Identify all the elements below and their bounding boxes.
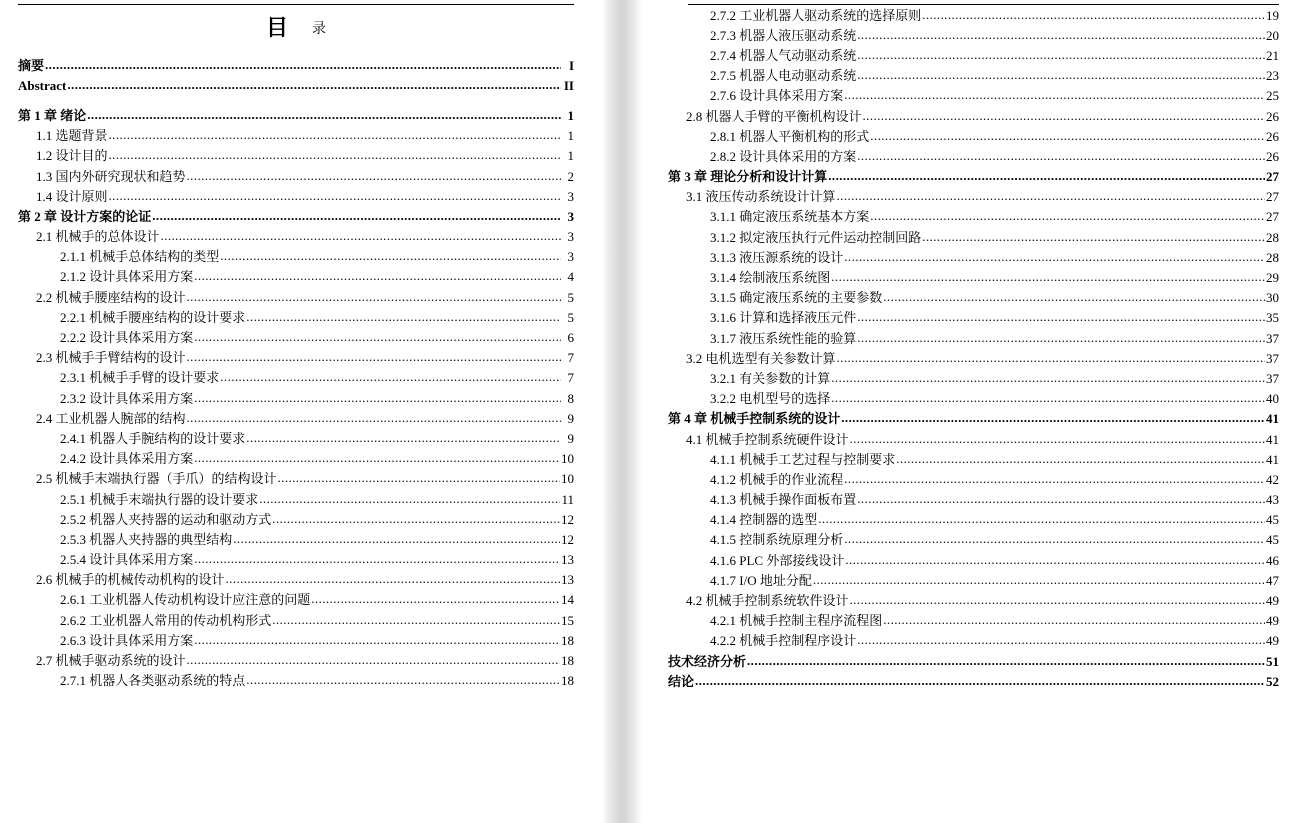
toc-leader-dots	[246, 673, 560, 686]
toc-leader-dots	[896, 452, 1265, 465]
toc-entry-label: 2.4.2 设计具体采用方案	[60, 451, 194, 467]
toc-leader-dots	[883, 290, 1265, 303]
toc-entry-page-number: 37	[1266, 370, 1279, 386]
toc-leader-dots	[857, 28, 1265, 41]
toc-entry[interactable]	[668, 45, 1279, 65]
toc-entry[interactable]	[668, 187, 1279, 207]
toc-leader-dots	[109, 189, 561, 202]
toc-leader-dots	[311, 592, 560, 605]
toc-leader-dots	[220, 249, 561, 262]
toc-entry-label: 2.1.1 机械手总体结构的类型	[60, 249, 220, 265]
toc-entry-label: 1.2 设计目的	[36, 148, 108, 164]
toc-leader-dots	[844, 472, 1265, 485]
page-title	[18, 17, 574, 39]
toc-leader-dots	[922, 8, 1265, 21]
toc-leader-dots	[828, 169, 1265, 182]
toc-entry[interactable]	[668, 490, 1279, 510]
toc-entry-page-number: 1	[567, 128, 574, 144]
toc-entry-page-number: 10	[561, 471, 574, 487]
toc-entry[interactable]	[668, 106, 1279, 126]
toc-entry-label: 2.7.1 机器人各类驱动系统的特点	[60, 673, 246, 689]
toc-entry-label: Abstract	[18, 77, 67, 93]
toc-entry-page-number: 1	[567, 107, 574, 123]
toc-entry[interactable]	[18, 610, 574, 630]
toc-entry-page-number: 9	[567, 410, 574, 426]
toc-leader-dots	[831, 391, 1265, 404]
toc-entry-label: 第 3 章 理论分析和设计计算	[668, 169, 828, 185]
toc-entry-label: 2.8.1 机器人平衡机构的形式	[710, 128, 870, 144]
toc-leader-dots	[194, 391, 561, 404]
toc-leader-dots	[246, 310, 561, 323]
toc-entry[interactable]	[18, 509, 574, 529]
toc-entry-label: 2.5.4 设计具体采用方案	[60, 552, 194, 568]
toc-title-main: 目	[265, 15, 290, 40]
toc-entry-page-number: 18	[561, 653, 574, 669]
toc-leader-dots	[813, 573, 1265, 586]
toc-entry-label: 2.6.2 工业机器人常用的传动机构形式	[60, 612, 272, 628]
toc-entry-page-number: 49	[1266, 633, 1279, 649]
toc-entry[interactable]	[668, 590, 1279, 610]
toc-entry[interactable]	[18, 428, 574, 448]
toc-entry-page-number: 41	[1266, 431, 1279, 447]
toc-leader-dots	[870, 129, 1265, 142]
toc-entry-page-number: 46	[1266, 552, 1279, 568]
toc-leader-dots	[272, 613, 560, 626]
toc-entry-label: 2.3.2 设计具体采用方案	[60, 390, 194, 406]
toc-entry[interactable]	[18, 186, 574, 206]
toc-entry-page-number: 6	[567, 330, 574, 346]
toc-leader-dots	[259, 492, 560, 505]
toc-leader-dots	[857, 331, 1265, 344]
toc-entry-page-number: 7	[567, 370, 574, 386]
toc-entry[interactable]	[668, 5, 1279, 25]
toc-entry-label: 1.3 国内外研究现状和趋势	[36, 168, 186, 184]
toc-leader-dots	[187, 290, 561, 303]
toc-entry-label: 4.1.1 机械手工艺过程与控制要求	[710, 451, 896, 467]
toc-entry[interactable]	[18, 327, 574, 347]
front-matter-list	[18, 55, 574, 95]
toc-entry-page-number: 21	[1266, 47, 1279, 63]
toc-entry-page-number: 11	[561, 491, 574, 507]
toc-leader-dots	[883, 613, 1265, 626]
toc-leader-dots	[67, 78, 561, 91]
toc-entry-page-number: 3	[567, 208, 574, 224]
toc-leader-dots	[850, 593, 1265, 606]
toc-entry[interactable]	[668, 207, 1279, 227]
toc-entry-label: 2.7.6 设计具体采用方案	[710, 88, 844, 104]
toc-leader-dots	[187, 350, 561, 363]
toc-entry-label: 2.7.2 工业机器人驱动系统的选择原则	[710, 7, 922, 23]
toc-entry[interactable]	[18, 307, 574, 327]
toc-entry[interactable]	[668, 247, 1279, 267]
toc-entry-label: 第 4 章 机械手控制系统的设计	[668, 411, 841, 427]
toc-entry-label: 2.1 机械手的总体设计	[36, 229, 160, 245]
toc-entry-label: 第 1 章 绪论	[18, 107, 87, 123]
toc-entry-page-number: 19	[1266, 7, 1279, 23]
toc-entry-label: 2.6.3 设计具体采用方案	[60, 632, 194, 648]
toc-entry-page-number: 45	[1266, 532, 1279, 548]
toc-leader-dots	[109, 148, 561, 161]
toc-leader-dots	[857, 633, 1265, 646]
toc-entry[interactable]	[668, 288, 1279, 308]
toc-leader-dots	[226, 572, 560, 585]
toc-entry[interactable]	[18, 267, 574, 287]
toc-entry-page-number: 26	[1266, 148, 1279, 164]
toc-entry[interactable]	[18, 146, 574, 166]
toc-leader-dots	[831, 371, 1265, 384]
toc-entry[interactable]	[18, 590, 574, 610]
toc-entry-page-number: 4	[567, 269, 574, 285]
toc-entry[interactable]	[668, 469, 1279, 489]
toc-entry-label: 2.6.1 工业机器人传动机构设计应注意的问题	[60, 592, 311, 608]
toc-entry-label: 3.2.2 电机型号的选择	[710, 391, 831, 407]
toc-leader-dots	[857, 48, 1265, 61]
toc-entry-page-number: 49	[1266, 593, 1279, 609]
toc-entry-label: 2.7.5 机器人电动驱动系统	[710, 68, 857, 84]
toc-entry[interactable]	[18, 105, 574, 125]
toc-leader-dots	[109, 128, 561, 141]
toc-entry-label: 3.1.3 液压源系统的设计	[710, 249, 844, 265]
toc-entry[interactable]	[18, 227, 574, 247]
toc-leader-dots	[233, 532, 560, 545]
toc-entry-label: 4.2.2 机械手控制程序设计	[710, 633, 857, 649]
toc-entry-label: 3.1.1 确定液压系统基本方案	[710, 209, 870, 225]
toc-entry[interactable]	[668, 510, 1279, 530]
toc-entry-page-number: 14	[561, 592, 574, 608]
toc-entry-page-number: 28	[1266, 229, 1279, 245]
toc-entry[interactable]	[668, 126, 1279, 146]
toc-entry-page-number: 13	[561, 552, 574, 568]
toc-entry-label: 技术经济分析	[668, 653, 747, 669]
toc-entry-page-number: 3	[567, 249, 574, 265]
toc-leader-dots	[87, 108, 561, 121]
page-right	[648, 0, 1299, 823]
toc-entry[interactable]	[18, 247, 574, 267]
toc-entry-label: 3.2 电机选型有关参数计算	[686, 350, 836, 366]
toc-entry-label: 3.1 液压传动系统设计计算	[686, 189, 836, 205]
toc-leader-dots	[187, 653, 560, 666]
toc-entry[interactable]	[18, 388, 574, 408]
toc-leader-dots	[695, 674, 1265, 687]
toc-entry-page-number: 3	[567, 229, 574, 245]
toc-leader-dots	[220, 370, 561, 383]
toc-leader-dots	[837, 189, 1265, 202]
toc-entry-page-number: 41	[1266, 451, 1279, 467]
toc-leader-dots	[850, 432, 1265, 445]
toc-entry-page-number: 13	[561, 572, 574, 588]
toc-entry-page-number: 12	[561, 511, 574, 527]
toc-leader-dots	[45, 58, 561, 71]
toc-leader-dots	[152, 209, 561, 222]
toc-entry-label: 3.1.6 计算和选择液压元件	[710, 310, 857, 326]
toc-entry-label: 2.5.1 机械手末端执行器的设计要求	[60, 491, 259, 507]
toc-entry[interactable]	[668, 550, 1279, 570]
toc-entry[interactable]	[668, 66, 1279, 86]
toc-entry-label: 1.4 设计原则	[36, 188, 108, 204]
toc-entry[interactable]	[18, 630, 574, 650]
toc-entry[interactable]	[668, 449, 1279, 469]
toc-leader-dots	[818, 512, 1265, 525]
toc-entry-label: 3.1.2 拟定液压执行元件运动控制回路	[710, 229, 922, 245]
toc-entry-page-number: 27	[1266, 209, 1279, 225]
toc-list-left	[18, 105, 574, 690]
toc-entry-page-number: 37	[1266, 350, 1279, 366]
toc-entry-label: 2.7 机械手驱动系统的设计	[36, 653, 186, 669]
toc-entry[interactable]	[668, 348, 1279, 368]
toc-entry-page-number: 26	[1266, 128, 1279, 144]
toc-entry-page-number: 8	[567, 390, 574, 406]
toc-title-sub: 录	[312, 22, 326, 37]
toc-entry-label: 2.7.4 机器人气动驱动系统	[710, 47, 857, 63]
toc-leader-dots	[841, 411, 1265, 424]
toc-entry-label: 2.5 机械手末端执行器（手爪）的结构设计	[36, 471, 277, 487]
toc-entry[interactable]	[18, 550, 574, 570]
toc-entry-page-number: 18	[561, 673, 574, 689]
toc-entry[interactable]	[668, 611, 1279, 631]
toc-entry[interactable]	[668, 631, 1279, 651]
toc-entry-page-number: 1	[567, 148, 574, 164]
toc-leader-dots	[857, 492, 1265, 505]
toc-leader-dots	[747, 654, 1265, 667]
toc-entry-page-number: 28	[1266, 249, 1279, 265]
toc-entry[interactable]	[668, 267, 1279, 287]
toc-entry-page-number: 7	[567, 350, 574, 366]
toc-entry[interactable]	[668, 25, 1279, 45]
toc-entry-page-number: 3	[567, 188, 574, 204]
toc-entry-page-number: 43	[1266, 492, 1279, 508]
toc-leader-dots	[844, 532, 1265, 545]
toc-entry-page-number: 40	[1266, 391, 1279, 407]
book-gutter-shadow	[596, 0, 648, 823]
toc-entry[interactable]	[668, 570, 1279, 590]
toc-entry-page-number: 51	[1266, 653, 1279, 669]
toc-entry[interactable]	[18, 75, 574, 95]
toc-entry-page-number: 42	[1266, 471, 1279, 487]
toc-entry-page-number: 41	[1266, 411, 1279, 427]
toc-entry[interactable]	[668, 409, 1279, 429]
toc-entry[interactable]	[18, 408, 574, 428]
toc-leader-dots	[161, 229, 561, 242]
toc-entry[interactable]	[18, 166, 574, 186]
toc-entry-label: 2.2 机械手腰座结构的设计	[36, 289, 186, 305]
toc-leader-dots	[831, 270, 1265, 283]
toc-leader-dots	[857, 68, 1265, 81]
toc-leader-dots	[194, 633, 560, 646]
toc-entry-label: 3.1.7 液压系统性能的验算	[710, 330, 857, 346]
toc-entry[interactable]	[18, 368, 574, 388]
toc-list-right	[668, 5, 1279, 691]
toc-entry-page-number: 25	[1266, 88, 1279, 104]
toc-leader-dots	[857, 310, 1265, 323]
toc-entry-page-number: 2	[567, 168, 574, 184]
toc-entry-label: 4.1.2 机械手的作业流程	[710, 471, 844, 487]
toc-entry-label: 4.1.7 I/O 地址分配	[710, 572, 812, 588]
toc-entry[interactable]	[668, 308, 1279, 328]
toc-entry[interactable]	[668, 167, 1279, 187]
toc-leader-dots	[922, 230, 1265, 243]
toc-leader-dots	[194, 330, 561, 343]
toc-entry-label: 2.5.2 机器人夹持器的运动和驱动方式	[60, 511, 272, 527]
toc-entry[interactable]	[18, 489, 574, 509]
toc-leader-dots	[187, 169, 561, 182]
toc-entry[interactable]	[18, 55, 574, 75]
toc-leader-dots	[845, 553, 1265, 566]
toc-entry-page-number: II	[563, 77, 574, 93]
toc-entry[interactable]	[668, 651, 1279, 671]
toc-entry-page-number: 49	[1266, 613, 1279, 629]
toc-entry-label: 4.2.1 机械手控制主程序流程图	[710, 613, 883, 629]
toc-entry[interactable]	[668, 429, 1279, 449]
toc-entry-label: 3.2.1 有关参数的计算	[710, 370, 831, 386]
toc-leader-dots	[194, 269, 561, 282]
toc-entry[interactable]	[18, 570, 574, 590]
toc-entry-page-number: 10	[561, 451, 574, 467]
toc-entry-page-number: 23	[1266, 68, 1279, 84]
page-top-rule-left	[18, 4, 574, 5]
toc-leader-dots	[246, 431, 561, 444]
toc-leader-dots	[837, 351, 1265, 364]
toc-entry-label: 2.5.3 机器人夹持器的典型结构	[60, 531, 233, 547]
toc-entry-page-number: 12	[561, 531, 574, 547]
toc-entry-page-number: 27	[1266, 169, 1279, 185]
toc-entry[interactable]	[18, 287, 574, 307]
toc-entry-page-number: 5	[567, 309, 574, 325]
toc-entry-label: 4.1 机械手控制系统硬件设计	[686, 431, 849, 447]
toc-entry[interactable]	[668, 368, 1279, 388]
toc-leader-dots	[857, 149, 1265, 162]
toc-entry-label: 3.1.5 确定液压系统的主要参数	[710, 290, 883, 306]
toc-entry-label: 2.7.3 机器人液压驱动系统	[710, 27, 857, 43]
toc-entry[interactable]	[668, 227, 1279, 247]
toc-entry[interactable]	[668, 671, 1279, 691]
toc-entry[interactable]	[18, 206, 574, 226]
toc-entry-page-number: 15	[561, 612, 574, 628]
toc-entry[interactable]	[18, 348, 574, 368]
toc-entry-label: 3.1.4 绘制液压系统图	[710, 270, 831, 286]
toc-entry-page-number: 35	[1266, 310, 1279, 326]
toc-entry[interactable]	[668, 146, 1279, 166]
toc-entry-label: 2.1.2 设计具体采用方案	[60, 269, 194, 285]
toc-entry-page-number: 9	[567, 430, 574, 446]
toc-entry-label: 2.4 工业机器人腕部的结构	[36, 410, 186, 426]
toc-entry-page-number: 47	[1266, 572, 1279, 588]
toc-entry-label: 2.2.2 设计具体采用方案	[60, 330, 194, 346]
toc-entry-page-number: 52	[1266, 673, 1279, 689]
toc-entry-label: 2.3 机械手手臂结构的设计	[36, 350, 186, 366]
toc-entry[interactable]	[18, 449, 574, 469]
toc-entry-label: 摘要	[18, 57, 45, 73]
toc-leader-dots	[844, 250, 1265, 263]
toc-entry-label: 2.3.1 机械手手臂的设计要求	[60, 370, 220, 386]
toc-entry[interactable]	[668, 86, 1279, 106]
toc-entry-page-number: 37	[1266, 330, 1279, 346]
toc-entry-label: 2.8 机器人手臂的平衡机构设计	[686, 108, 862, 124]
toc-leader-dots	[278, 471, 560, 484]
toc-leader-dots	[272, 512, 560, 525]
toc-entry-label: 2.6 机械手的机械传动机构的设计	[36, 572, 225, 588]
toc-leader-dots	[187, 411, 561, 424]
toc-entry-label: 2.2.1 机械手腰座结构的设计要求	[60, 309, 246, 325]
toc-entry[interactable]	[668, 530, 1279, 550]
toc-entry-label: 结论	[668, 673, 695, 689]
toc-entry-page-number: 30	[1266, 290, 1279, 306]
toc-entry-label: 4.2 机械手控制系统软件设计	[686, 593, 849, 609]
toc-entry-page-number: 26	[1266, 108, 1279, 124]
toc-entry[interactable]	[18, 529, 574, 549]
toc-entry-label: 1.1 选题背景	[36, 128, 108, 144]
toc-leader-dots	[194, 451, 560, 464]
front-matter-spacer	[18, 95, 574, 105]
toc-entry[interactable]	[668, 389, 1279, 409]
toc-entry-label: 4.1.4 控制器的选型	[710, 512, 818, 528]
toc-entry-page-number: 18	[561, 632, 574, 648]
toc-leader-dots	[194, 552, 560, 565]
toc-entry-label: 4.1.5 控制系统原理分析	[710, 532, 844, 548]
toc-entry-page-number: I	[568, 57, 574, 73]
toc-entry-label: 2.8.2 设计具体采用的方案	[710, 148, 857, 164]
toc-entry-page-number: 20	[1266, 27, 1279, 43]
page-left	[0, 0, 596, 823]
toc-entry-page-number: 5	[567, 289, 574, 305]
toc-entry-page-number: 29	[1266, 270, 1279, 286]
toc-entry[interactable]	[18, 469, 574, 489]
toc-entry-page-number: 27	[1266, 189, 1279, 205]
toc-entry-label: 4.1.6 PLC 外部接线设计	[710, 552, 845, 568]
toc-entry[interactable]	[668, 328, 1279, 348]
toc-entry[interactable]	[18, 650, 574, 670]
toc-entry-label: 第 2 章 设计方案的论证	[18, 208, 152, 224]
toc-entry[interactable]	[18, 126, 574, 146]
toc-leader-dots	[870, 209, 1265, 222]
toc-leader-dots	[844, 88, 1265, 101]
toc-leader-dots	[863, 109, 1265, 122]
toc-entry[interactable]	[18, 671, 574, 691]
toc-entry-label: 4.1.3 机械手操作面板布置	[710, 492, 857, 508]
toc-entry-label: 2.4.1 机器人手腕结构的设计要求	[60, 430, 246, 446]
toc-entry-page-number: 45	[1266, 512, 1279, 528]
